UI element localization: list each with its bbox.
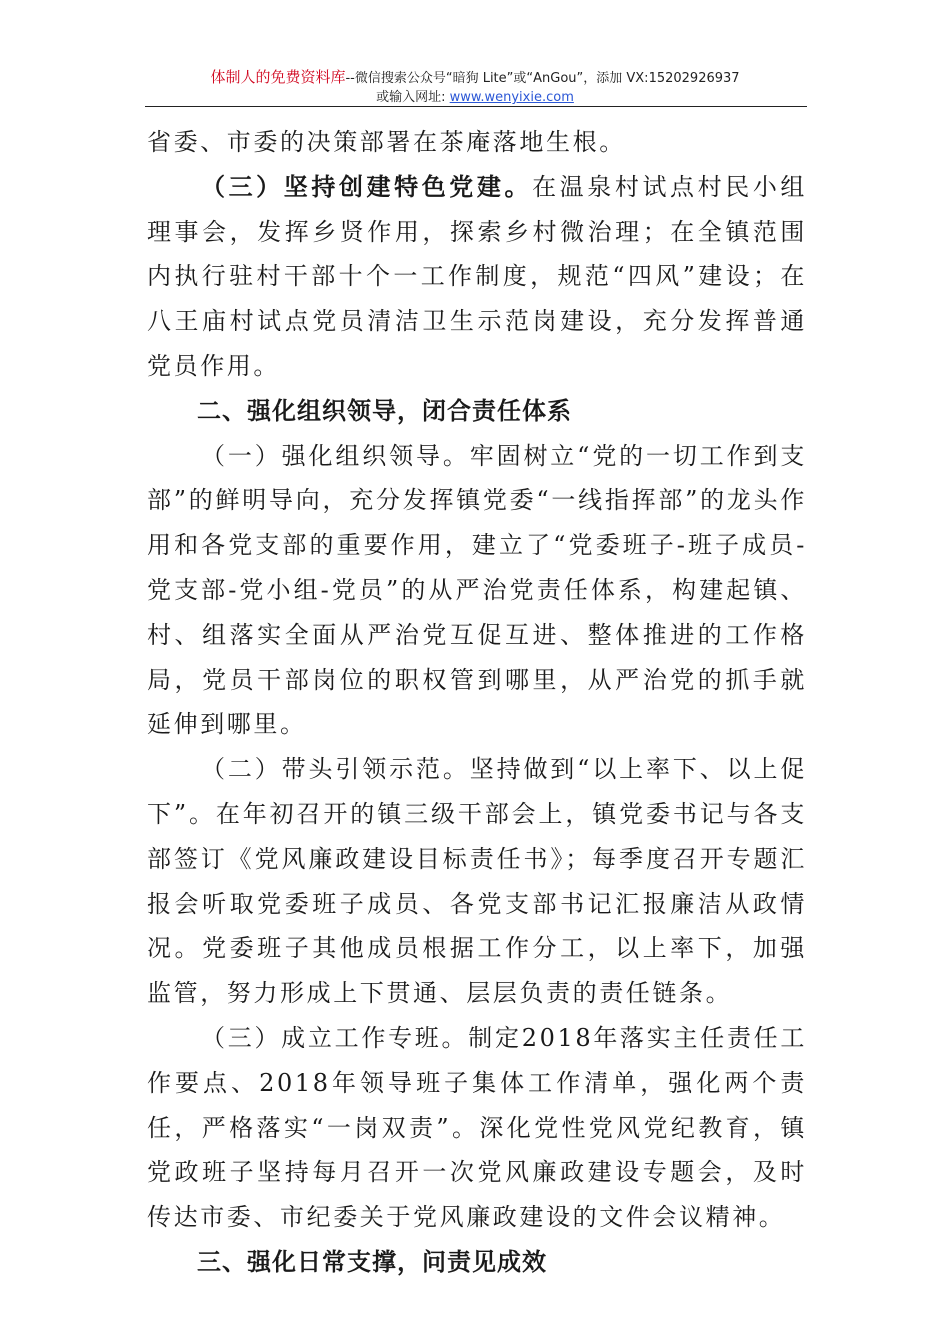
paragraph-text: 坚持做到“以上率下、以上促下”。在年初召开的镇三级干部会上，镇党委书记与各支部签订《党风廉政建设目标责任书》；每季度召开专题汇报会听取党委班子成员、各党支部书记汇报廉洁从政情况。党委班子其他成员根据工作分工，以上率下，加强监管，努力形成上下贯通、层层负责的责任链条。 <box>147 755 808 1008</box>
paragraph-text: 在温泉村试点村民小组理事会，发挥乡贤作用，探索乡村微治理；在全镇范围内执行驻村干部十个一工作制度，规范“四风”建设；在八王庙村试点党员清洁卫生示范岗建设，充分发挥普通党员作用。 <box>147 172 808 380</box>
website-link[interactable]: www.wenyixie.com <box>449 90 574 105</box>
paragraph <box>147 1016 807 1240</box>
url-label: 或输入网址: <box>376 90 446 105</box>
section-heading: 二、强化组织领导，闭合责任体系 <box>197 396 572 425</box>
header-line-1 <box>145 68 805 88</box>
page-header <box>145 68 805 107</box>
header-divider <box>145 106 807 107</box>
paragraph-text: 牢固树立“党的一切工作到支部”的鲜明导向，充分发挥镇党委“一线指挥部”的龙头作用和各党支部的重要作用，建立了“党委班子-班子成员-党支部-党小组-党员”的从严治党责任体系，构建起镇、村、组落实全面从严治党互促互进、整体推进的工作格局，党员干部岗位的职权管到哪里，从严治党的抓手就延伸到哪里。 <box>147 441 808 739</box>
brand-name: 体制人的免费资料库 <box>210 68 346 86</box>
document-body <box>147 120 807 1285</box>
paragraph-lead: （三）坚持创建特色党建。 <box>201 171 533 201</box>
paragraph-lead: （三）成立工作专班。 <box>201 1023 469 1052</box>
paragraph-lead: （一）强化组织领导。 <box>201 441 470 470</box>
header-line-2 <box>145 88 805 107</box>
paragraph-text: 制定2018年落实主任责任工作要点、2018年领导班子集体工作清单，强化两个责任，严格落实“一岗双责”。深化党性党风党纪教育，镇党政班子坚持每月召开一次党风廉政建设专题会，及时传达市委、市纪委关于党风廉政建设的文件会议精神。 <box>147 1023 808 1232</box>
promo-text: --微信搜索公众号“暗狗 Lite”或“AnGou”，添加 VX:15202926937 <box>345 71 740 86</box>
paragraph <box>147 165 807 389</box>
paragraph <box>147 434 807 748</box>
paragraph <box>147 747 807 1016</box>
paragraph-lead: （二）带头引领示范。 <box>201 755 470 784</box>
paragraph-text: 省委、市委的决策部署在茶庵落地生根。 <box>147 128 626 156</box>
section-heading: 三、强化日常支撑，问责见成效 <box>197 1247 547 1276</box>
paragraph <box>147 120 807 165</box>
